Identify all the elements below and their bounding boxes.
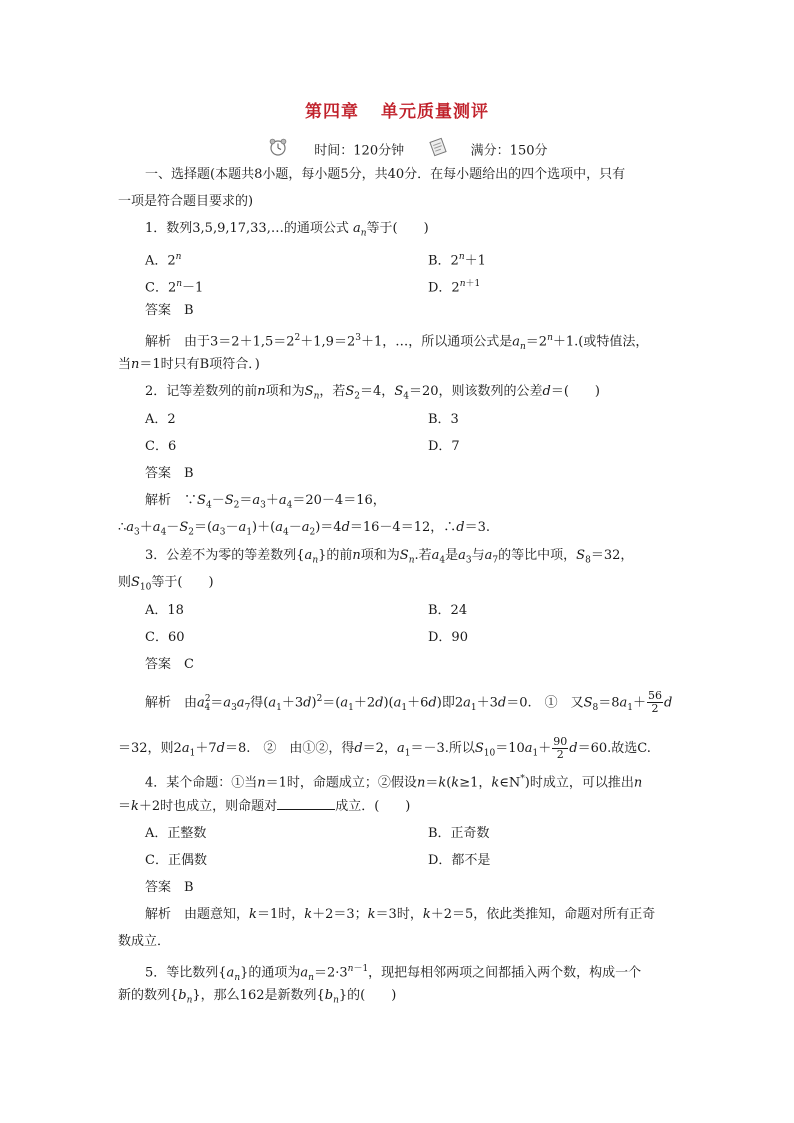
full-score: 满分：150分: [470, 143, 548, 159]
question-1-stem: 1．数列3,5,9,17,33,…的通项公式 $a_n$等于( ): [145, 221, 429, 239]
question-2-analysis: 解析 $\because S_4-S_2=a_3+a_4=20-4=16$，: [145, 493, 386, 511]
question-1-answer: 答案 B: [145, 303, 194, 318]
fill-blank: [277, 797, 335, 810]
question-1-option-b: B．$2^n+1$: [428, 252, 486, 269]
question-3-stem-cont: 则$S_{10}$等于( ): [118, 575, 214, 593]
question-3-option-c: C．60: [145, 630, 185, 645]
question-5-stem-cont: 新的数列$\{b_n\}$，那么162是新数列$\{b_n\}$的( ): [118, 988, 397, 1006]
question-4-option-a: A．正整数: [145, 826, 207, 841]
unit-title: 单元质量测评: [381, 102, 489, 122]
chapter-label: 第四章: [305, 102, 359, 122]
question-1-option-d: D．$2^{n+1}$: [428, 279, 481, 296]
question-4-option-d: D．都不是: [428, 853, 491, 868]
section-intro-line1: 一、选择题(本题共8小题，每小题5分，共40分．在每小题给出的四个选项中，只有: [145, 167, 626, 182]
question-4-stem-cont: ＝k＋2时也成立，则命题对 成立．( ): [118, 799, 411, 814]
exam-paper-icon: [428, 137, 448, 161]
question-1-analysis-cont: 当n＝1时只有B项符合．): [118, 357, 260, 372]
question-1-option-c: C．$2^n-1$: [145, 279, 204, 296]
fraction-56-over-2: $\frac{56}{2}$: [648, 689, 663, 716]
question-3-option-a: A．18: [145, 603, 184, 618]
question-2-option-d: D．7: [428, 439, 460, 454]
question-5-stem: 5．等比数列$\{a_n\}$的通项为$a_n=2\cdot 3^{n-1}$，现把每相邻两项之间都插入两个数，构成一个: [145, 964, 642, 983]
question-2-answer: 答案 B: [145, 466, 194, 481]
question-3-answer: 答案 C: [145, 657, 194, 672]
question-3-option-b: B．24: [428, 603, 468, 618]
question-3-analysis: 解析 由$a^2_4=a_3a_7$得$(a_1+3d)^2=(a_1+2d)(a_1+6d)$即$2a_1+3d=0$. ① 又$S_8=8a_1+$ $\frac{56}{2}$ d: [145, 689, 673, 716]
exam-meta: [268, 137, 548, 161]
alarm-clock-icon: [268, 137, 288, 161]
question-2-analysis-cont: $\therefore a_3+a_4-S_2=(a_3-a_1)+(a_4-a_2)=4d=16-4=12$，∴d＝3.: [118, 520, 490, 538]
question-4-answer: 答案 B: [145, 880, 194, 895]
question-4-analysis: 解析 由题意知，k＝1时，k＋2＝3；k＝3时，k＋2＝5，依此类推知，命题对所有正奇: [145, 907, 656, 922]
question-1-analysis: 解析 由于$3=2+1,5=2^2+1,9=2^3+1$，…，所以通项公式是$a_n=2^n+1$.(或特值法，: [145, 333, 649, 352]
question-4-option-b: B．正奇数: [428, 826, 490, 841]
question-4-option-c: C．正偶数: [145, 853, 207, 868]
question-3-analysis-cont: ＝32，则$2a_1+7d=8$. ② 由①②，得d＝2，$a_1=-3$.所以$S_{10}=10a_1+$ $\frac{90}{2}$ d＝60.故选C.: [118, 735, 651, 761]
question-2-option-b: B．3: [428, 412, 459, 427]
question-3-option-d: D．90: [428, 630, 468, 645]
question-2-option-a: A．2: [145, 412, 176, 427]
question-4-stem: 4．某个命题：①当n＝1时，命题成立；②假设n＝k(k≥1，k∈N*)时成立，可以推出n: [145, 774, 643, 791]
section-intro-line2: 一项是符合题目要求的): [118, 194, 254, 209]
question-2-option-c: C．6: [145, 439, 177, 454]
question-1-option-a: A．2$^n$: [145, 252, 182, 269]
page-title: [0, 97, 794, 122]
question-2-stem: 2．记等差数列的前n项和为$S_n$，若$S_2=4$，$S_4=20$，则该数列的公差d＝( ): [145, 384, 600, 402]
question-3-stem: 3．公差不为零的等差数列$\{a_n\}$的前n项和为$S_n$.若$a_4$是$a_3$与$a_7$的等比中项，$S_8=32$，: [145, 548, 634, 566]
question-4-analysis-cont: 数成立．: [118, 934, 171, 949]
fraction-90-over-2: $\frac{90}{2}$: [553, 735, 568, 761]
time-limit: 时间：120分钟: [314, 143, 405, 159]
